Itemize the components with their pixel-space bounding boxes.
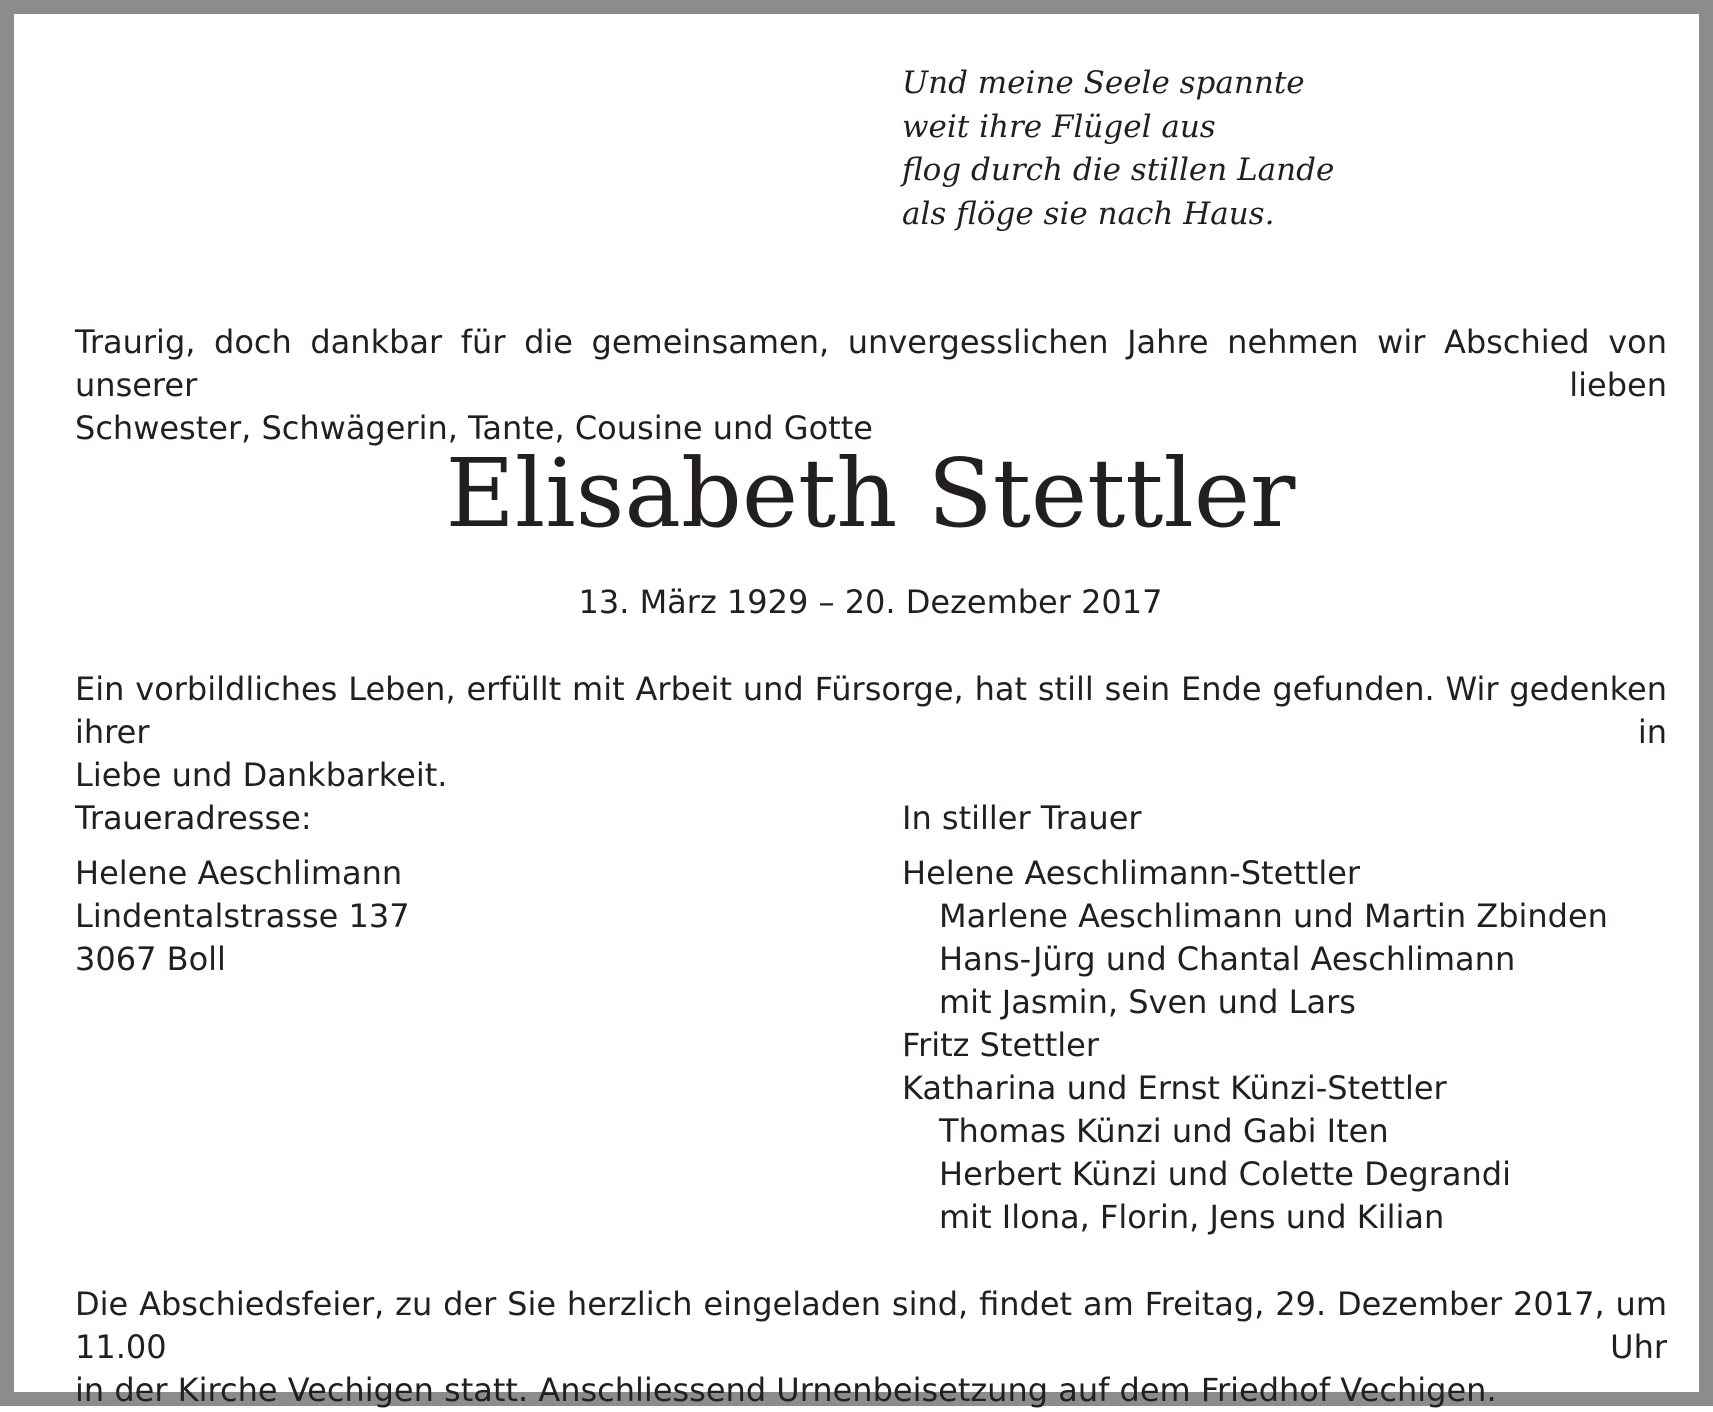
mourner-line: Helene Aeschlimann-Stettler: [902, 854, 1361, 892]
mourner-lines: [902, 852, 1608, 1239]
life-dates: 13. März 1929 – 20. Dezember 2017: [578, 583, 1163, 621]
mourner-line: Katharina und Ernst Künzi-Stettler: [902, 1069, 1447, 1107]
mourner-line: mit Ilona, Florin, Jens und Kilian: [939, 1198, 1445, 1236]
mourners-list: [902, 797, 1608, 1239]
poem-line: flog durch die stillen Lande: [902, 152, 1335, 188]
mourner-line: Herbert Künzi und Colette Degrandi: [939, 1155, 1511, 1193]
mourner-line: Fritz Stettler: [902, 1026, 1100, 1064]
mourner-line: mit Jasmin, Sven und Lars: [939, 983, 1356, 1021]
spacer: [75, 840, 410, 852]
address-line: Lindentalstrasse 137: [75, 897, 410, 935]
ceremony-paragraph: [75, 1283, 1667, 1412]
address-line: Helene Aeschlimann: [75, 854, 403, 892]
mourner-line: Marlene Aeschlimann und Martin Zbinden: [939, 897, 1608, 935]
poem-line: weit ihre Flügel aus: [902, 108, 1216, 145]
mourner-line: Hans-Jürg und Chantal Aeschlimann: [939, 940, 1516, 978]
poem-line: Und meine Seele spannte: [902, 65, 1305, 101]
intro-line: Traurig, doch dankbar für die gemeinsamen, unvergesslichen Jahre nehmen wir Abschied von unserer lieben: [75, 323, 1667, 404]
tribute-line: Liebe und Dankbarkeit.: [75, 756, 448, 794]
tribute-line: Ein vorbildliches Leben, erfüllt mit Arbeit und Fürsorge, hat still sein Ende gefunden. Wir gedenken ihrer in: [75, 670, 1667, 751]
intro-line: Schwester, Schwägerin, Tante, Cousine und Gotte: [75, 409, 873, 447]
poem-line: als flöge sie nach Haus.: [902, 195, 1275, 232]
ceremony-line: Die Abschiedsfeier, zu der Sie herzlich eingeladen sind, findet am Freitag, 29. Dezember 2017, um 11.00 Uhr: [75, 1285, 1667, 1366]
ceremony-line: in der Kirche Vechigen statt. Anschliessend Urnenbeisetzung auf dem Friedhof Vechigen.: [75, 1371, 1497, 1409]
spacer: [902, 840, 1608, 852]
poem: [902, 62, 1334, 236]
address-line: 3067 Boll: [75, 940, 226, 978]
mourner-line: Thomas Künzi und Gabi Iten: [939, 1112, 1389, 1150]
tribute-paragraph: [75, 668, 1667, 797]
intro-paragraph: [75, 321, 1667, 450]
deceased-name: Elisabeth Stettler: [445, 439, 1296, 549]
mourning-address: [75, 797, 410, 981]
address-heading: Traueradresse:: [75, 799, 312, 837]
mourners-heading: In stiller Trauer: [902, 799, 1142, 837]
